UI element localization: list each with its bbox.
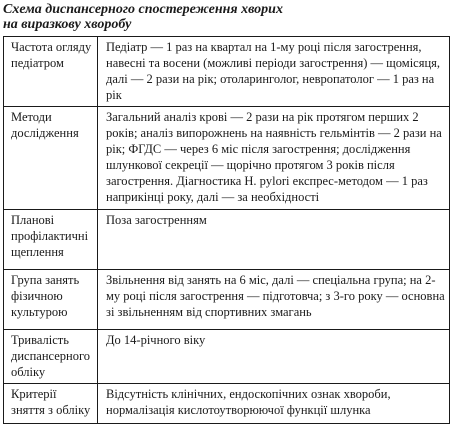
row-label: Планові профілактичні щеплення [4,210,98,270]
row-label: Критерії зняття з обліку [4,384,98,424]
row-label: Група занять фізичною культурою [4,270,98,330]
table-row [4,37,450,107]
row-label: Тривалість диспансерного обліку [4,330,98,384]
row-content: Поза загостренням [98,210,450,270]
table-title: Схема диспансерного спостереження хворих на виразкову хворобу [3,2,283,32]
observation-table [3,36,450,424]
row-content: Загальний аналіз крові — 2 рази на рік протягом перших 2 років; аналіз випорожнень на наявність гельмінтів — 2 рази на рік; ФГДС — через 6 міс після загострення; дослідження шлункової секреції — щорічно протягом 3 років після загострення. Діагностика H. pylori експрес-методом — 1 раз наприкінці року, далі — за необхідності [98,107,450,210]
row-label: Частота огляду педіатром [4,37,98,107]
row-content: До 14-річного віку [98,330,450,384]
table-row [4,384,450,424]
row-label: Методи дослідження [4,107,98,210]
row-content: Звільнення від занять на 6 міс, далі — спеціальна група; на 2-му році після загострення — підготовча; з 3-го року — основна зі звільненням від спортивних змагань [98,270,450,330]
table-row [4,330,450,384]
table-row [4,107,450,210]
row-content: Відсутність клінічних, ендоскопічних ознак хвороби, нормалізація кислотоутворюючої функції шлунка [98,384,450,424]
table-row [4,270,450,330]
row-content: Педіатр — 1 раз на квартал на 1-му році після загострення, навесні та восени (можливі періоди загострення) — щомісяця, далі — 2 рази на рік; отоларинголог, невропатолог — 1 раз на рік [98,37,450,107]
table-row [4,210,450,270]
